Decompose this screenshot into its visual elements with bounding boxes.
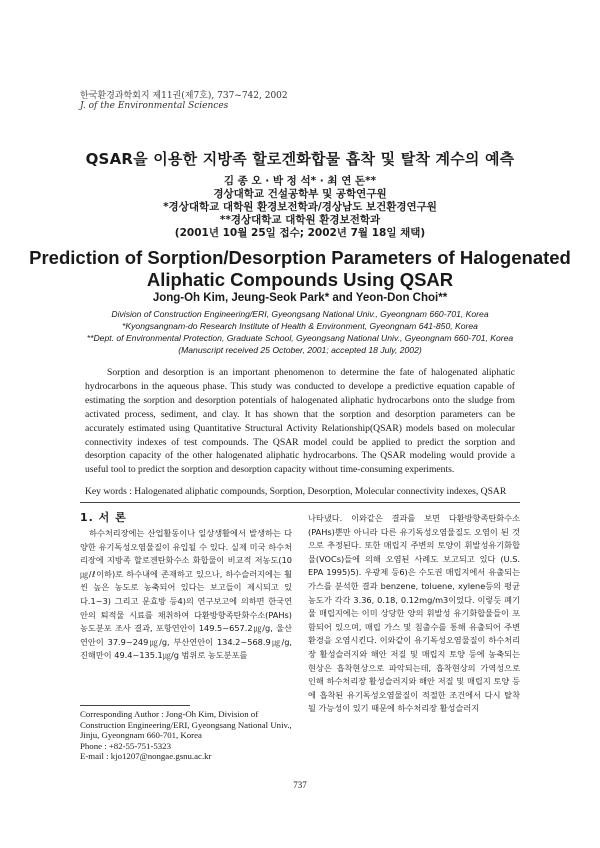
corresponding-email: E-mail : kjo1207@nongae.gsnu.ac.kr (80, 751, 212, 762)
korean-received-dates: (2001년 10월 25일 접수; 2002년 7월 18일 채택) (174, 227, 426, 239)
korean-affiliation-3: **경상대학교 대학원 환경보전학과 (219, 214, 381, 226)
page-number: 737 (293, 780, 307, 790)
manuscript-dates: (Manuscript received 25 October, 2001; accepted 18 July, 2002) (178, 345, 422, 355)
korean-affiliation-2: *경상대학교 대학원 환경보전학과/경상남도 보건환경연구원 (163, 201, 437, 213)
divider-rule (80, 502, 520, 503)
keywords: Key words : Halogenated aliphatic compounds, Sorption, Desorption, Molecular connectivity indexes, QSAR (85, 486, 507, 497)
section-heading-introduction: 1. 서 론 (80, 511, 127, 524)
english-title-line-2: Aliphatic Compounds Using QSAR (146, 269, 454, 290)
corresponding-author: Corresponding Author : Jong-Oh Kim, Division of Construction Engineering/ERI, Gyeongsang National Univ., Jinju, Gyeongnam 660-701, Korea (80, 709, 292, 741)
korean-title: QSAR을 이용한 지방족 할로겐화합물 흡착 및 탈착 계수의 예측 (85, 150, 515, 168)
english-authors: Jong-Oh Kim, Jeung-Seok Park* and Yeon-Don Choi** (152, 292, 448, 304)
english-affiliation-3: **Dept. of Environmental Protection, Graduate School, Gyeongsang National Univ., Gyeongnam 660-701, Korea (86, 333, 514, 343)
correspondence-footnote (80, 709, 292, 762)
footnote-rule (80, 705, 190, 706)
english-affiliation-1: Division of Construction Engineering/ERI, Gyeongsang National Univ., Gyeongnam 660-701, Korea (111, 309, 489, 319)
journal-citation-ko: 한국환경과학회지 제11권(제7호), 737~742, 2002 (80, 91, 288, 101)
corresponding-phone: Phone : +82-55-751-5323 (80, 740, 171, 751)
english-title-line-1: Prediction of Sorption/Desorption Parameters of Halogenated (29, 247, 571, 268)
korean-affiliation-1: 경상대학교 건설공학부 및 공학연구원 (213, 188, 387, 200)
body-text-right-column: 나타냈다. 이와같은 결과를 보면 다환방향족탄화수소(PAHs)뿐만 아니라 다른 유기독성오염물질도 오염이 된 것으로 추정된다. 또한 매립지 주변의 토양이 휘발성유기화합물(VOCs)들에 의해 오염된 사례도 보고되고 있다 (U.S. EPA 1995)5). 우광제 등6)은 수도권 매립지에서 유출되는 가스를 분석한 결과 benzene, toluene, xylene등의 평균 농도가 각각 3.36, 0.18, 0.12mg/m3이었다. 이렇듯 폐기물 매립지에는 이미 상당한 양의 휘발성 유기화합물들이 포함되어 있으며, 매립 가스 및 침출수를 통해 유출되어 주변 환경을 오염시킨다. 이와같이 유기독성오염물질이 하수처리장 활성슬러지와 해안 저질 및 매립지 토양 등에 농축되는 현상은 흡착현상으로 파악되는데, 흡착현상의 가역성으로 인해 하수처리장 활성슬러지와 해안 저질 및 매립지 토양 등에 흡착된 유기독성오염물질이 적절한 조건에서 다시 탈착될 가능성이 있기 때문에 하수처리장 활성슬러지 (308, 513, 520, 714)
english-affiliation-2: *Kyongsangnam-do Research Institute of Health & Environment, Gyeongnam 641-850, Korea (122, 321, 478, 331)
korean-authors: 김 종 오 · 박 정 석* · 최 연 돈** (223, 175, 377, 187)
abstract: Sorption and desorption is an important phenomenon to determine the fate of halogenated aliphatic hydrocarbons in the aqueous phase. This study was conducted to develope a predictive equation capable of estimating the sorption and desorption potentials of halogenated aliphatic hydrocarbons onto the sludge from activated process, sediment, and clay. It has shown that the sorption and desorption parameters can be accurately estimated using Quantitative Structural Activity Relationship(QSAR) models based on molecular connectivity indexes of test compounds. The QSAR model could be applied to predict the sorption and desorption capacity of the other halogenated aliphatic hydrocarbons. The QSAR modeling would provide a useful tool to predict the sorption and desorption capacity without time-consuming experiments. (85, 367, 515, 476)
body-text-left-column: 하수처리장에는 산업활동이나 일상생활에서 발생하는 다양한 유기독성오염물질이 유입될 수 있다. 실제 미국 하수처리장에 지방족 할로겐탄화수소 화합물이 비교적 저농도(10㎍/ℓ이하)로 하수내에 존재하고 있으나, 하수슬러지에는 훨씬 높은 농도로 농축되어 있다는 보고들이 제시되고 있다.1~3) 그리고 문효방 등4)의 연구보고에 의하면 한국연안의 퇴적물 시료를 채취하여 다환방향족탄화수소(PAHs) 농도분포 조사 결과, 포항연안이 149.5~657.2㎍/g, 울산연안이 37.9~249㎍/g, 부산연안이 134.2~568.9㎍/g, 진해만이 49.4~135.1㎍/g 범위로 농도분포를 (80, 528, 292, 661)
journal-name-en: J. of the Environmental Sciences (80, 101, 229, 111)
